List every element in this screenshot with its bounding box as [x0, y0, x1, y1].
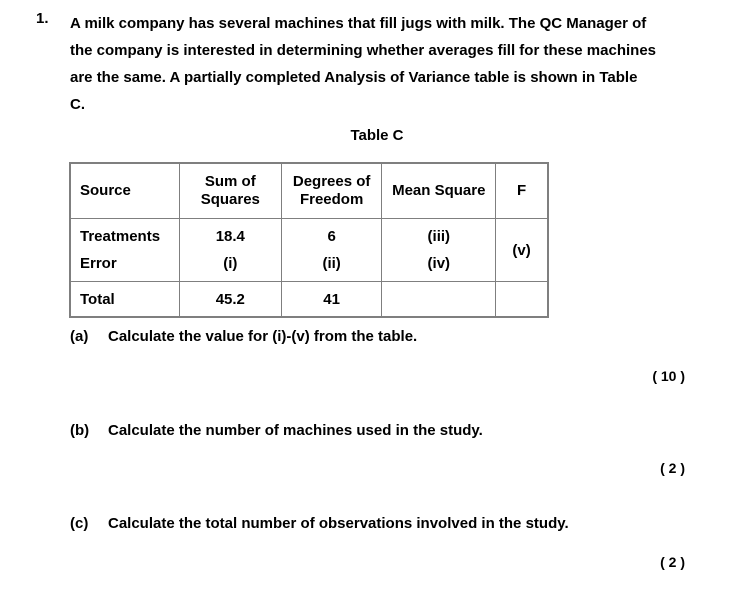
- ss-cell: [179, 219, 281, 282]
- ms-total: [382, 282, 496, 318]
- part-c: [70, 515, 569, 532]
- source-error: Error: [80, 255, 117, 272]
- df-total: 41: [281, 282, 382, 318]
- header-ss-line-2: Squares: [200, 191, 260, 208]
- df-treatments: 6: [327, 228, 336, 245]
- ms-treatments: (iii): [427, 228, 451, 245]
- part-a-label: (a): [70, 328, 89, 345]
- ms-error: (iv): [427, 255, 451, 272]
- question-number: 1.: [36, 10, 49, 27]
- stem-line-2: the company is interested in determining whether averages fill for these machines: [70, 42, 657, 59]
- part-a: [70, 328, 417, 345]
- question-stem: [70, 10, 690, 118]
- df-error: (ii): [322, 255, 341, 272]
- anova-table: [69, 162, 549, 318]
- df-cell: [281, 219, 382, 282]
- header-f: F: [496, 163, 548, 219]
- stem-line-4: C.: [70, 96, 85, 113]
- ss-error: (i): [223, 255, 238, 272]
- table-row: [70, 219, 548, 282]
- part-a-marks: ( 10 ): [652, 368, 685, 384]
- part-c-text: Calculate the total number of observations involved in the study.: [108, 515, 569, 532]
- stem-line-1: A milk company has several machines that fill jugs with milk. The QC Manager of: [70, 15, 647, 32]
- part-b-label: (b): [70, 422, 90, 439]
- header-source: Source: [70, 163, 179, 219]
- table-header-row: [70, 163, 548, 219]
- source-total: Total: [70, 282, 179, 318]
- source-cell: [70, 219, 179, 282]
- header-degrees-of-freedom: [281, 163, 382, 219]
- header-mean-square: Mean Square: [382, 163, 496, 219]
- part-a-text: Calculate the value for (i)-(v) from the table.: [108, 328, 418, 345]
- part-b-marks: ( 2 ): [660, 460, 685, 476]
- part-c-label: (c): [70, 515, 89, 532]
- ss-total: 45.2: [179, 282, 281, 318]
- table-caption: Table C: [350, 127, 404, 144]
- part-c-marks: ( 2 ): [660, 554, 685, 570]
- header-sum-of-squares: [179, 163, 281, 219]
- ms-cell: [382, 219, 496, 282]
- part-b: [70, 422, 483, 439]
- f-total: [496, 282, 548, 318]
- stem-line-3: are the same. A partially completed Analysis of Variance table is shown in Table: [70, 69, 638, 86]
- source-treatments: Treatments: [80, 228, 161, 245]
- header-df-line-2: Freedom: [299, 191, 364, 208]
- part-b-text: Calculate the number of machines used in the study.: [108, 422, 483, 439]
- f-value: (v): [496, 219, 548, 282]
- header-ss-line-1: Sum of: [204, 173, 256, 190]
- table-row-total: [70, 282, 548, 318]
- header-df-line-1: Degrees of: [292, 173, 371, 190]
- ss-treatments: 18.4: [215, 228, 245, 245]
